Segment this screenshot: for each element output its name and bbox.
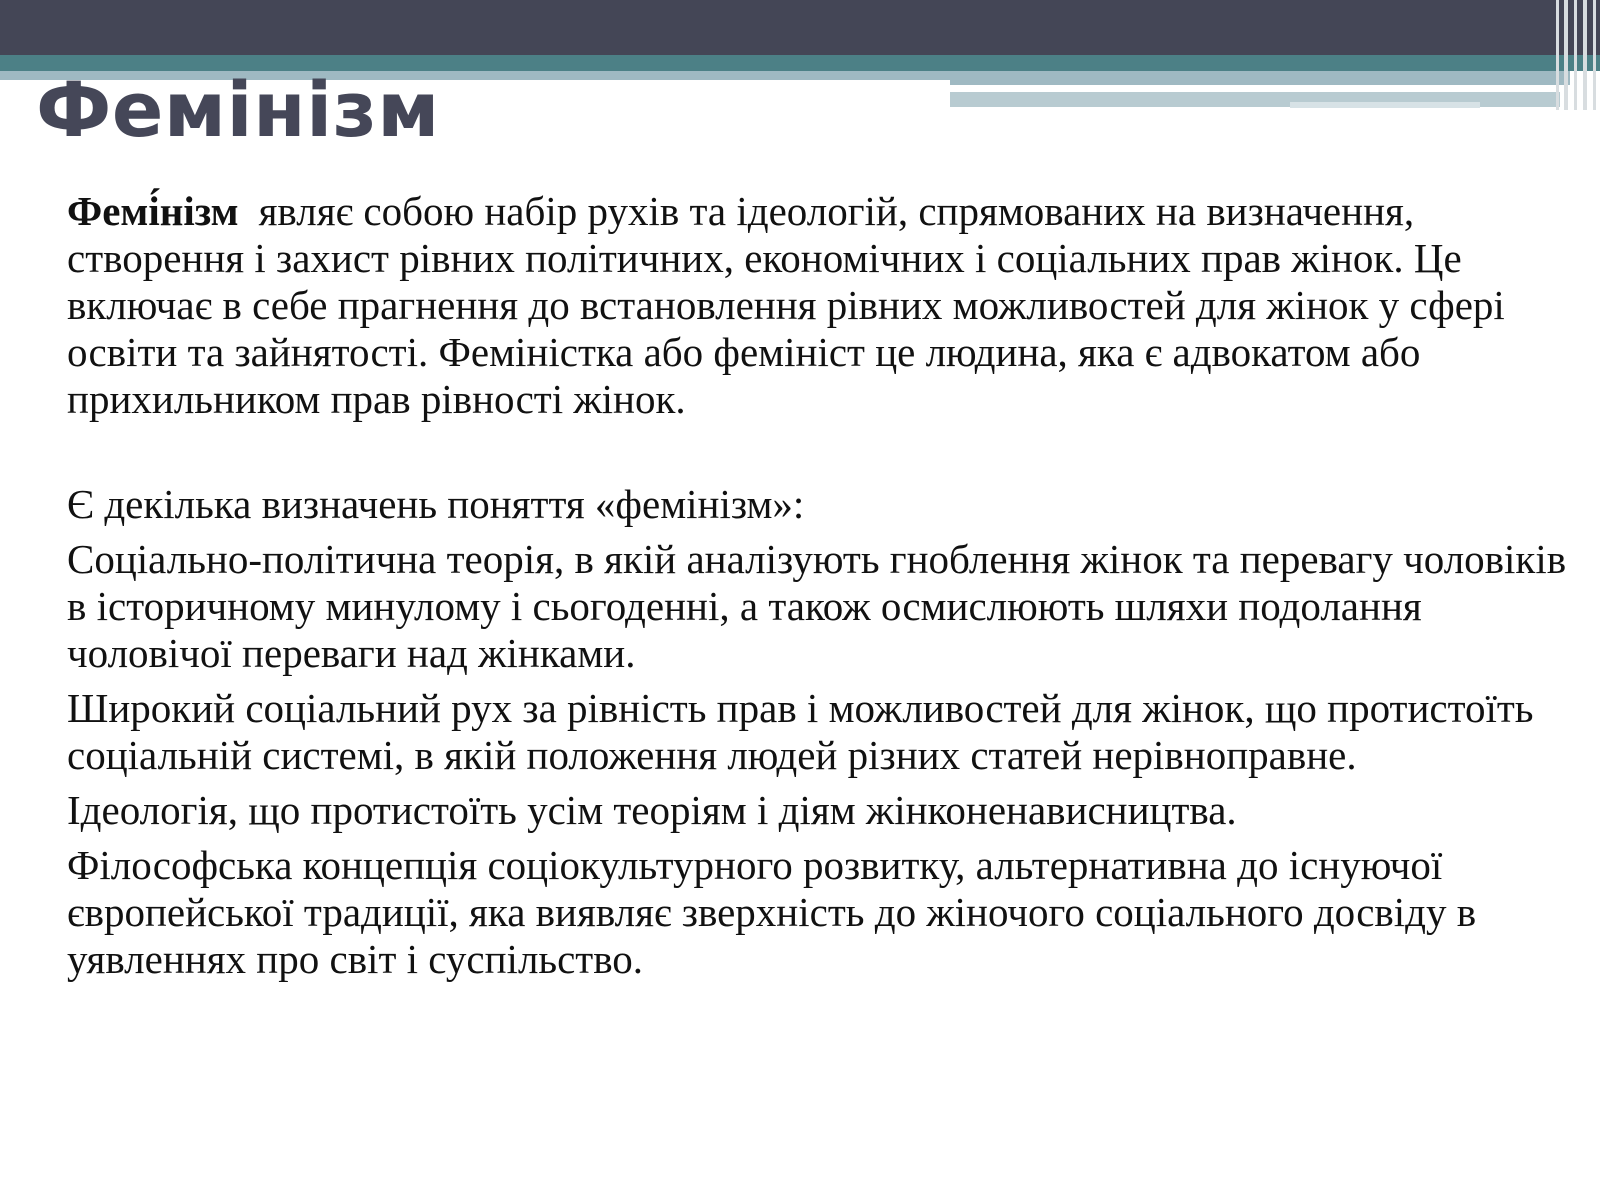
- intro-text: являє собою набір рухів та ідеологій, спрямованих на визначення, створення і захист рівних політичних, економічних і соціальних прав жінок. Це включає в себе прагнення до встановлення рівних можливостей для жінок у сфері освіти та зайнятості. Феміністка або фемініст це людина, яка є адвокатом або прихильником прав рівності жінок.: [67, 188, 1505, 422]
- slide-title: Фемінізм: [36, 65, 440, 154]
- intro-term: Фемі́нізм: [67, 188, 239, 234]
- intro-paragraph: [67, 188, 1567, 423]
- definition-item: Соціально-політична теорія, в якій аналізують гноблення жінок та перевагу чоловіків в історичному минулому і сьогоденні, а також осмислюють шляхи подолання чоловічої переваги над жінками.: [67, 536, 1567, 676]
- definition-item: Ідеологія, що протистоїть усім теоріям і діям жінконенависництва.: [67, 787, 1237, 833]
- definitions-heading: Є декілька визначень поняття «фемінізм»:: [67, 481, 805, 527]
- definition-item: Широкий соціальний рух за рівність прав і можливостей для жінок, що протистоїть соціальній системі, в якій положення людей різних статей нерівноправне.: [67, 685, 1534, 778]
- slide-body: [67, 188, 1567, 991]
- header-light-band-right: [950, 71, 1570, 85]
- header-dark-band: [0, 0, 1600, 55]
- header-pale-accent: [1290, 102, 1480, 108]
- definition-item: Філософська концепція соціокультурного розвитку, альтернативна до існуючої європейської традиції, яка виявляє зверхність до жіночого соціального досвіду в уявленнях про світ і суспільство.: [67, 842, 1477, 982]
- header-right-stripes: [1552, 0, 1600, 110]
